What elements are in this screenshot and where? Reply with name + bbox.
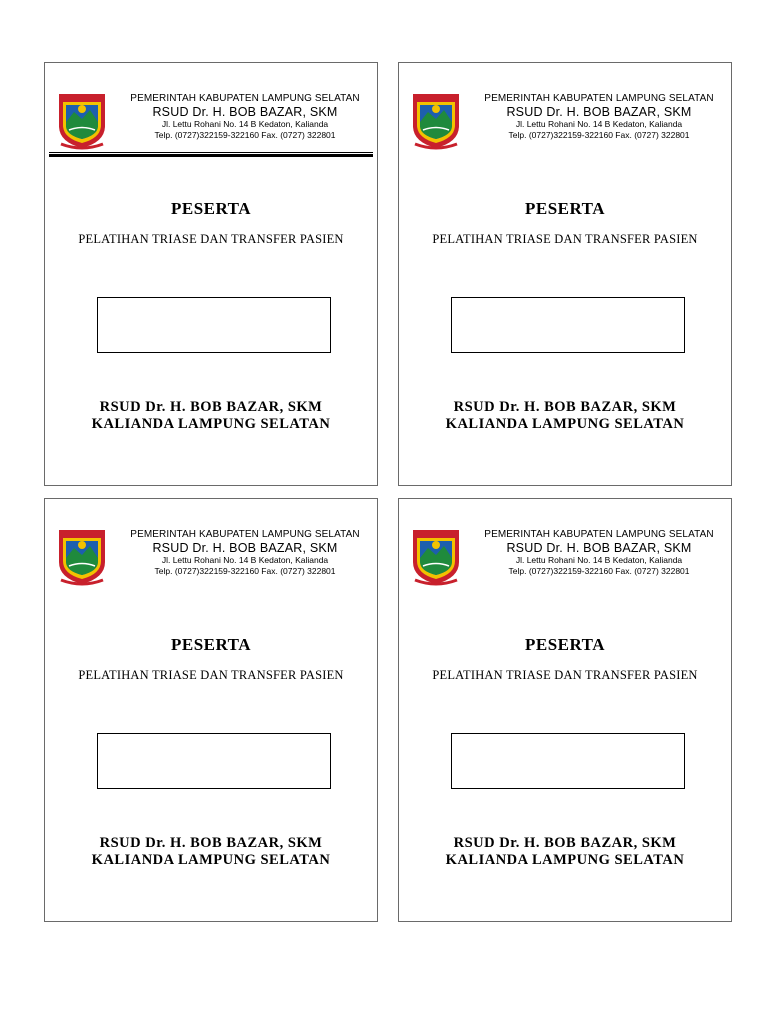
card-footer <box>399 835 731 869</box>
name-tag-card <box>44 498 378 922</box>
letterhead <box>469 529 729 577</box>
regency-coat-of-arms-icon <box>410 528 462 586</box>
footer-location: KALIANDA LAMPUNG SELATAN <box>91 852 331 868</box>
regency-coat-of-arms-icon <box>410 92 462 150</box>
role-title: PESERTA <box>524 199 606 218</box>
government-name: PEMERINTAH KABUPATEN LAMPUNG SELATAN <box>130 93 360 104</box>
regency-coat-of-arms-icon <box>56 92 108 150</box>
role-title: PESERTA <box>170 199 252 218</box>
letterhead-double-rule <box>49 152 373 156</box>
role-title: PESERTA <box>524 635 606 654</box>
footer-location: KALIANDA LAMPUNG SELATAN <box>445 852 685 868</box>
hospital-name: RSUD Dr. H. BOB BAZAR, SKM <box>152 105 338 119</box>
name-tag-card <box>44 62 378 486</box>
card-footer <box>399 399 731 433</box>
letterhead <box>115 93 375 141</box>
hospital-address: Jl. Lettu Rohani No. 14 B Kedaton, Kalianda <box>161 555 329 565</box>
footer-hospital: RSUD Dr. H. BOB BAZAR, SKM <box>453 835 677 851</box>
participant-name-box <box>97 733 331 789</box>
hospital-name: RSUD Dr. H. BOB BAZAR, SKM <box>152 541 338 555</box>
footer-hospital: RSUD Dr. H. BOB BAZAR, SKM <box>453 399 677 415</box>
training-name: PELATIHAN TRIASE DAN TRANSFER PASIEN <box>78 668 344 682</box>
card-footer <box>45 399 377 433</box>
participant-name-box <box>451 297 685 353</box>
footer-location: KALIANDA LAMPUNG SELATAN <box>91 416 331 432</box>
training-name: PELATIHAN TRIASE DAN TRANSFER PASIEN <box>432 232 698 246</box>
name-tag-card <box>398 62 732 486</box>
hospital-address: Jl. Lettu Rohani No. 14 B Kedaton, Kalianda <box>161 119 329 129</box>
government-name: PEMERINTAH KABUPATEN LAMPUNG SELATAN <box>484 529 714 540</box>
training-name: PELATIHAN TRIASE DAN TRANSFER PASIEN <box>78 232 344 246</box>
training-name: PELATIHAN TRIASE DAN TRANSFER PASIEN <box>432 668 698 682</box>
regency-coat-of-arms-icon <box>56 528 108 586</box>
hospital-address: Jl. Lettu Rohani No. 14 B Kedaton, Kalianda <box>515 119 683 129</box>
hospital-phone: Telp. (0727)322159-322160 Fax. (0727) 322801 <box>508 130 690 140</box>
hospital-phone: Telp. (0727)322159-322160 Fax. (0727) 322801 <box>154 130 336 140</box>
hospital-phone: Telp. (0727)322159-322160 Fax. (0727) 322801 <box>154 566 336 576</box>
footer-hospital: RSUD Dr. H. BOB BAZAR, SKM <box>99 835 323 851</box>
card-footer <box>45 835 377 869</box>
letterhead <box>115 529 375 577</box>
participant-name-box <box>451 733 685 789</box>
hospital-address: Jl. Lettu Rohani No. 14 B Kedaton, Kalianda <box>515 555 683 565</box>
footer-hospital: RSUD Dr. H. BOB BAZAR, SKM <box>99 399 323 415</box>
government-name: PEMERINTAH KABUPATEN LAMPUNG SELATAN <box>130 529 360 540</box>
letterhead <box>469 93 729 141</box>
hospital-phone: Telp. (0727)322159-322160 Fax. (0727) 322801 <box>508 566 690 576</box>
government-name: PEMERINTAH KABUPATEN LAMPUNG SELATAN <box>484 93 714 104</box>
name-tag-card <box>398 498 732 922</box>
footer-location: KALIANDA LAMPUNG SELATAN <box>445 416 685 432</box>
participant-name-box <box>97 297 331 353</box>
hospital-name: RSUD Dr. H. BOB BAZAR, SKM <box>506 541 692 555</box>
role-title: PESERTA <box>170 635 252 654</box>
hospital-name: RSUD Dr. H. BOB BAZAR, SKM <box>506 105 692 119</box>
